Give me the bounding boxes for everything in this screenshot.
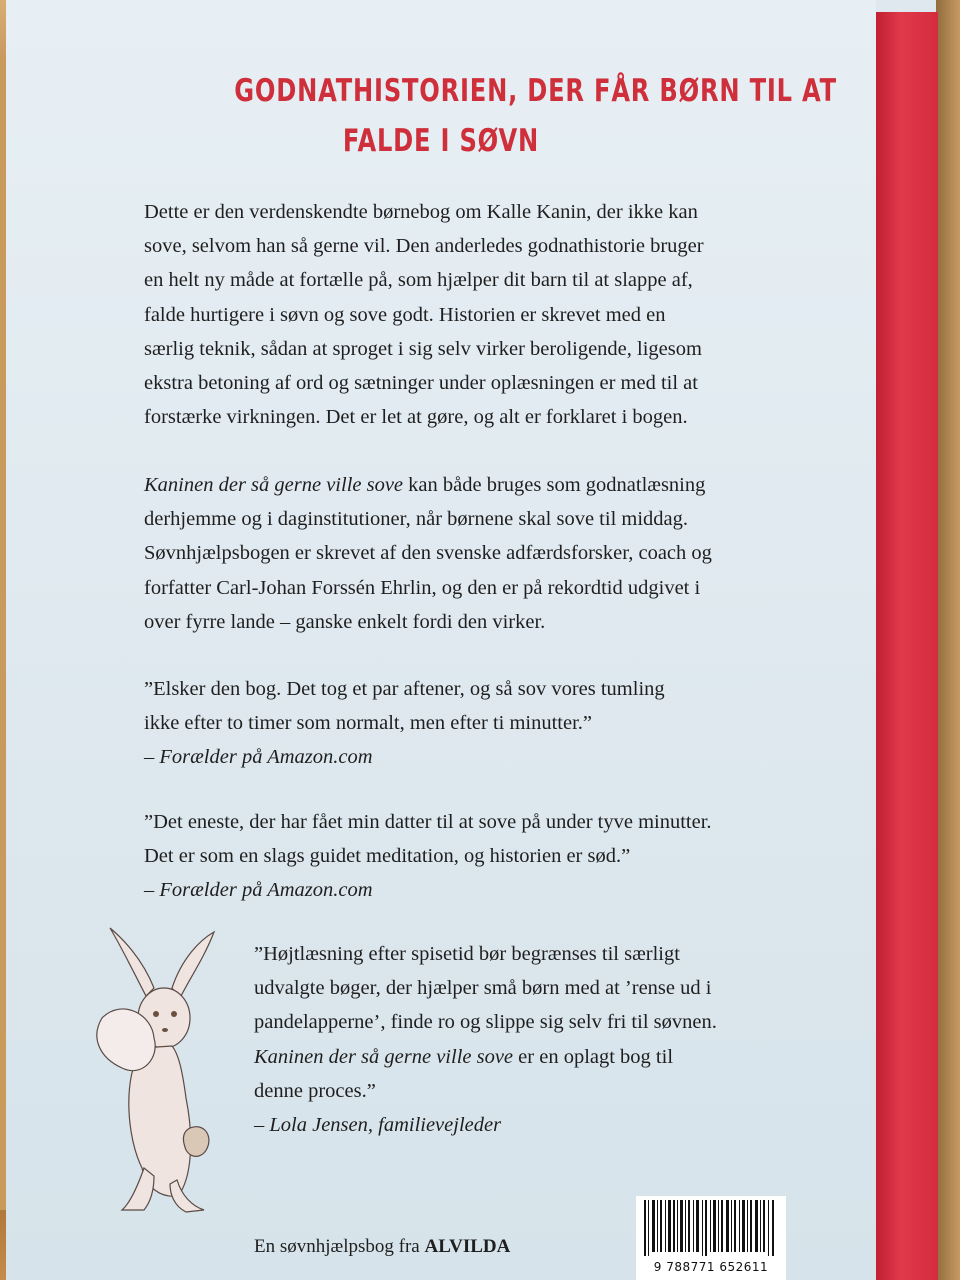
usage-line-1-rest: kan både bruges som godnatlæsning xyxy=(403,474,706,496)
headline xyxy=(234,66,837,166)
cover-panel xyxy=(6,0,876,1280)
quote-line: udvalgte bøger, der hjælper små børn med at ’rense ud i xyxy=(254,977,712,1000)
quote-line: denne proces.” xyxy=(254,1079,376,1102)
usage-line: Søvnhjælpsbogen er skrevet af den svenske adfærdsforsker, coach og xyxy=(144,542,712,565)
intro-line: forstærke virkningen. Det er let at gøre, og alt er forklaret i bogen. xyxy=(144,406,688,429)
intro-line: falde hurtigere i søvn og sove godt. Historien er skrevet med en xyxy=(144,303,666,326)
usage-paragraph xyxy=(144,468,784,639)
review-quote-1 xyxy=(144,672,784,775)
review-quote-2 xyxy=(144,805,784,908)
quote-line-4 xyxy=(254,1040,774,1074)
quote-attribution: – Forælder på Amazon.com xyxy=(144,746,373,769)
quote-line-4-rest: er en oplagt bog til xyxy=(513,1045,674,1068)
barcode-bars xyxy=(636,1196,786,1258)
rabbit-illustration xyxy=(82,918,242,1218)
usage-line: derhjemme og i daginstitutioner, når børnene skal sove til middag. xyxy=(144,508,689,531)
quote-line: Det er som en slags guidet meditation, og historien er sød.” xyxy=(144,845,631,868)
expert-quote xyxy=(254,937,774,1142)
intro-paragraph xyxy=(144,195,784,434)
usage-line: over fyrre lande – ganske enkelt fordi den virker. xyxy=(144,610,546,633)
book-back-cover xyxy=(6,0,936,1280)
usage-line: forfatter Carl-Johan Forssén Ehrlin, og den er på rekordtid udgivet i xyxy=(144,576,701,599)
book-title-italic: Kaninen der så gerne ville sove xyxy=(254,1045,514,1068)
intro-line: sove, selvom han så gerne vil. Den anderledes godnathistorie bruger xyxy=(144,235,704,258)
intro-line: Dette er den verdenskendte børnebog om Kalle Kanin, der ikke kan xyxy=(144,201,698,223)
quote-line: pandelapperne’, finde ro og slippe sig selv fri til søvnen. xyxy=(254,1011,717,1034)
isbn-number: 9 788771 652611 xyxy=(653,1260,769,1274)
usage-line-1 xyxy=(144,468,784,502)
publisher-name: ALVILDA xyxy=(424,1236,511,1257)
intro-line: ekstra betoning af ord og sætninger under oplæsningen er med til at xyxy=(144,372,698,395)
headline-line-1: GODNATHISTORIEN, DER FÅR BØRN TIL AT xyxy=(234,73,837,109)
table-shadow xyxy=(935,0,960,1280)
barcode xyxy=(636,1196,786,1280)
quote-line: ”Det eneste, der har fået min datter til at sove på under tyve minutter. xyxy=(144,811,712,833)
quote-line: ikke efter to timer som normalt, men efter ti minutter.” xyxy=(144,712,593,735)
publisher-footer xyxy=(254,1236,510,1258)
intro-line: en helt ny måde at fortælle på, som hjælper dit barn til at slappe af, xyxy=(144,269,693,292)
headline-line-2: FALDE I SØVN xyxy=(342,123,540,159)
quote-attribution: – Lola Jensen, familievejleder xyxy=(254,1114,502,1137)
quote-line: ”Elsker den bog. Det tog et par aftener, og så sov vores tumling xyxy=(144,678,665,700)
footer-prefix: En søvnhjælpsbog fra xyxy=(254,1236,425,1257)
book-title-italic: Kaninen der så gerne ville sove xyxy=(144,474,404,496)
red-spine xyxy=(876,12,938,1280)
quote-line: ”Højtlæsning efter spisetid bør begrænses til særligt xyxy=(254,943,680,965)
quote-attribution: – Forælder på Amazon.com xyxy=(144,879,373,902)
intro-line: særlig teknik, sådan at sproget i sig selv virker beroligende, ligesom xyxy=(144,337,702,360)
